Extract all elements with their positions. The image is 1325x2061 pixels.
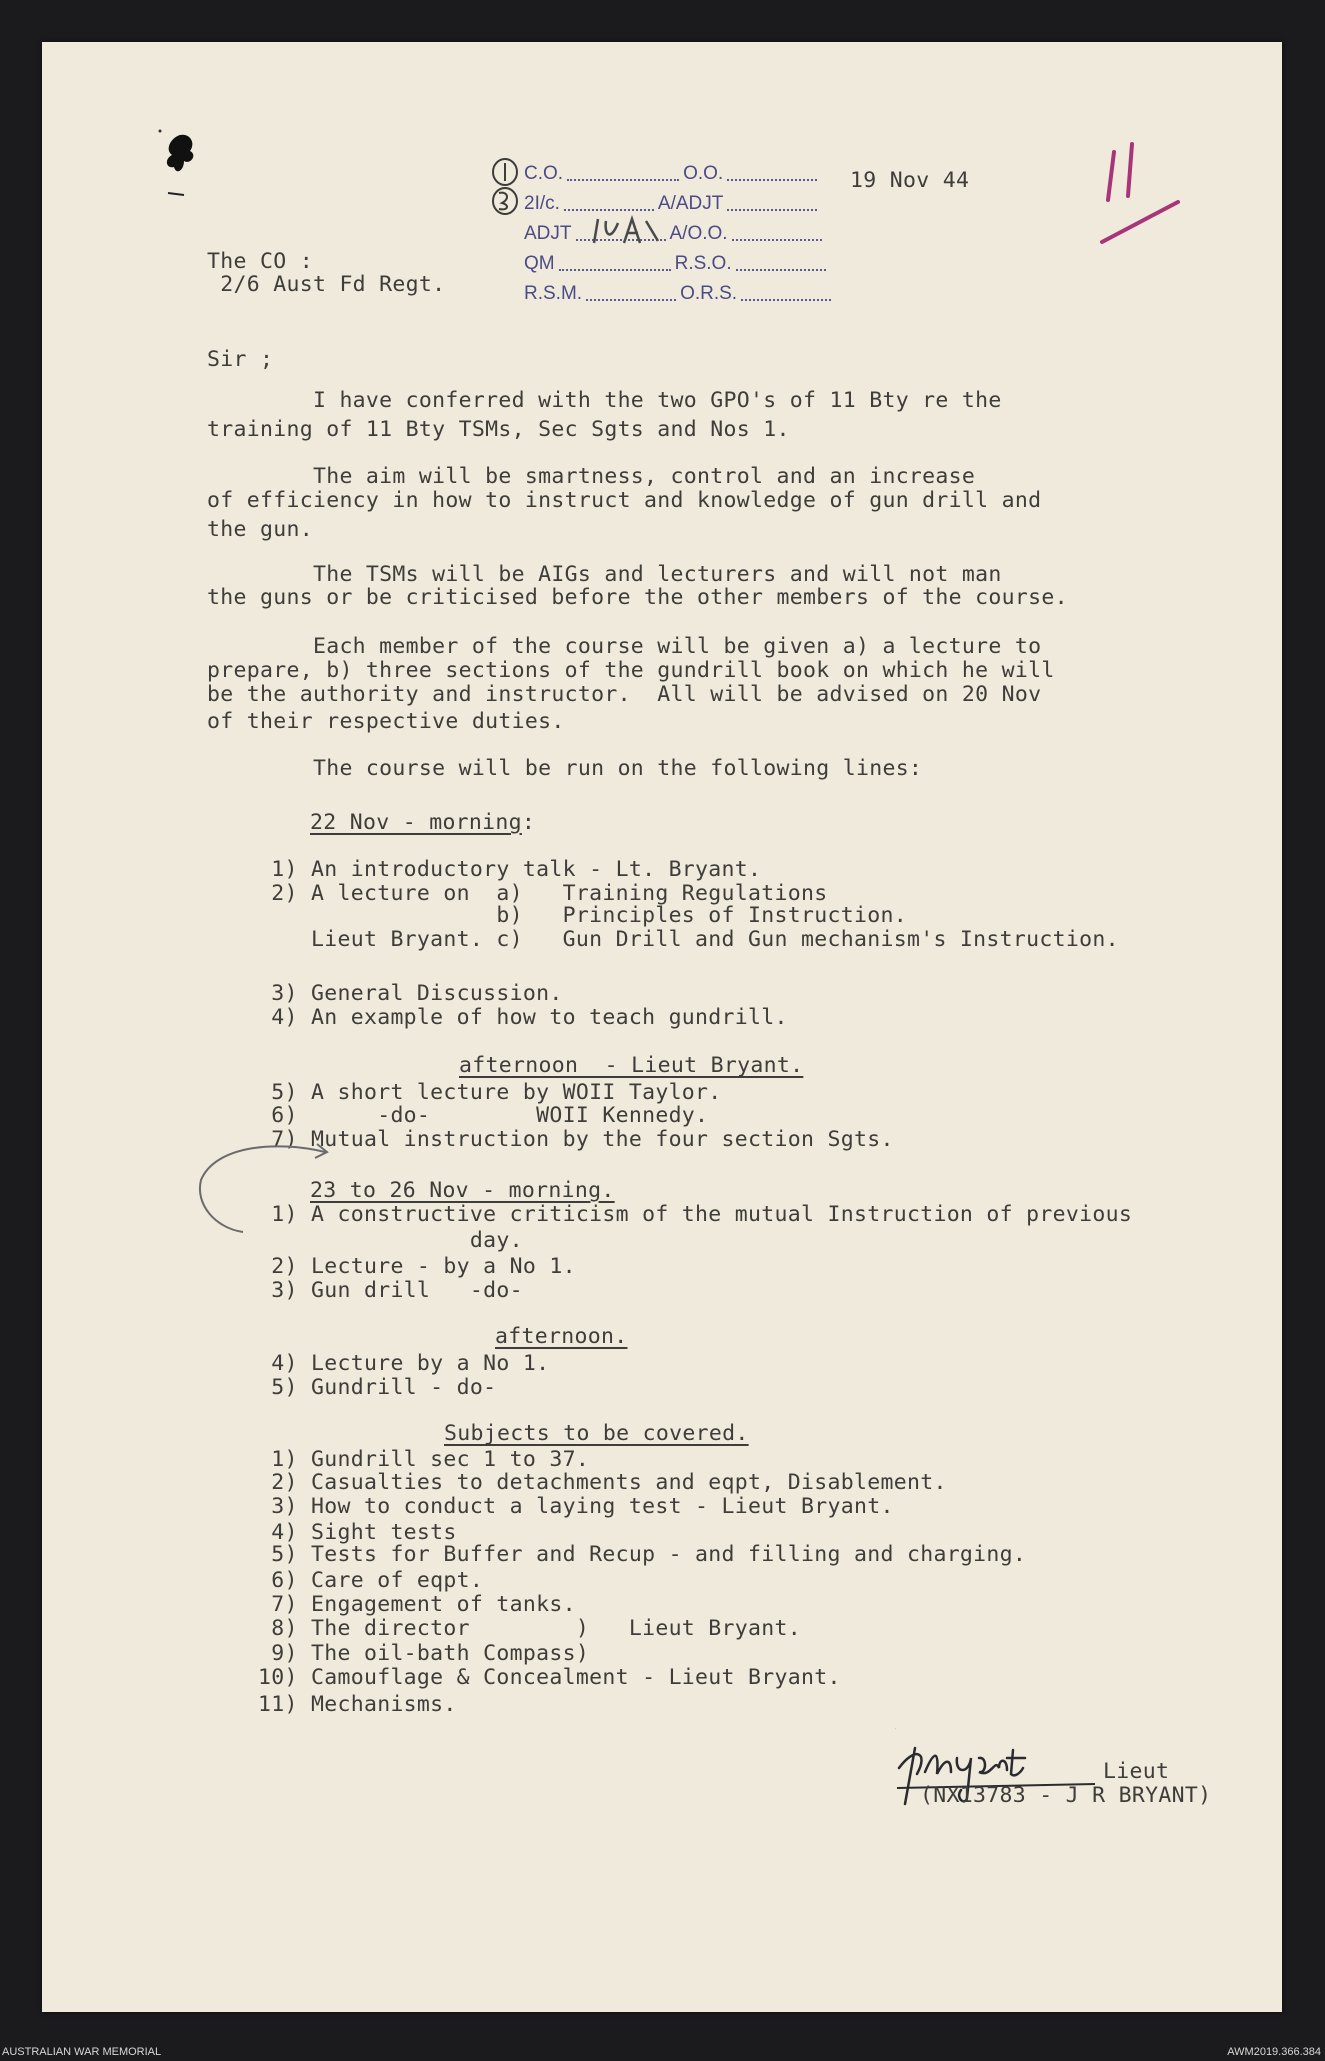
- body-line: training of 11 Bty TSMs, Sec Sgts and Nos 1.: [207, 417, 790, 442]
- list-line: 8) The director ) Lieut Bryant.: [258, 1616, 802, 1641]
- stamp-row: R.S.M. O.R.S.: [524, 283, 835, 305]
- body-line: of efficiency in how to instruct and knowledge of gun drill and: [207, 488, 1042, 513]
- section-heading: afternoon.: [495, 1324, 628, 1349]
- archive-reference: AWM2019.366.384: [1227, 2046, 1321, 2058]
- ink-blot-mark: [150, 125, 210, 205]
- archive-credit: AUSTRALIAN WAR MEMORIAL: [2, 2046, 162, 2058]
- list-line: 10) Camouflage & Concealment - Lieut Bryant.: [258, 1665, 841, 1690]
- section-heading: afternoon - Lieut Bryant.: [459, 1053, 804, 1078]
- stamp-circle-marks: [488, 155, 528, 225]
- list-line: 5) Gundrill - do-: [258, 1375, 497, 1400]
- stamp-handwritten-initials: [588, 213, 668, 249]
- section-heading: 22 Nov - morning: [310, 810, 522, 835]
- signature-text: J.R.: [895, 1728, 896, 1729]
- list-line: 6) Care of eqpt.: [258, 1568, 484, 1593]
- signatory-name: (NX13783 - J R BRYANT): [920, 1783, 1212, 1808]
- list-line: 2) Lecture - by a No 1.: [258, 1254, 576, 1279]
- body-line: of their respective duties.: [207, 709, 565, 734]
- list-line: 2) Casualties to detachments and eqpt, Disablement.: [258, 1470, 947, 1495]
- addressee-line: 2/6 Aust Fd Regt.: [207, 272, 446, 297]
- list-line: 3) Gun drill -do-: [258, 1278, 523, 1303]
- list-line: 6) -do- WOII Kennedy.: [258, 1103, 709, 1128]
- list-line: day.: [258, 1228, 523, 1253]
- list-line: 4) Sight tests: [258, 1520, 457, 1545]
- list-line: b) Principles of Instruction.: [258, 903, 907, 928]
- stamp-row: QM R.S.O.: [524, 253, 830, 275]
- folio-mark-drawing: [1100, 140, 1210, 250]
- list-line: 1) Gundrill sec 1 to 37.: [258, 1447, 590, 1472]
- list-line: 4) Lecture by a No 1.: [258, 1351, 550, 1376]
- list-line: 11) Mechanisms.: [258, 1692, 457, 1717]
- list-line: 4) An example of how to teach gundrill.: [258, 1005, 788, 1030]
- list-line: 5) A short lecture by WOII Taylor.: [258, 1080, 722, 1105]
- list-line: Lieut Bryant. c) Gun Drill and Gun mechanism's Instruction.: [258, 927, 1119, 952]
- salutation: Sir ;: [207, 347, 274, 372]
- body-line: prepare, b) three sections of the gundrill book on which he will: [207, 658, 1055, 683]
- body-line: The course will be run on the following lines:: [207, 756, 923, 781]
- stamp-row: ADJT A/O.O.: [524, 223, 826, 245]
- letter-date: 19 Nov 44: [850, 168, 970, 193]
- stamp-row: C.O. O.O.: [524, 163, 821, 185]
- body-line: be the authority and instructor. All will be advised on 20 Nov: [207, 682, 1042, 707]
- section-heading: Subjects to be covered.: [444, 1421, 749, 1446]
- addressee-line: The CO :: [207, 249, 313, 274]
- list-line: 3) General Discussion.: [258, 981, 563, 1006]
- list-line: 9) The oil-bath Compass): [258, 1641, 590, 1666]
- heading-colon: :: [521, 810, 536, 835]
- body-line: Each member of the course will be given a) a lecture to: [207, 634, 1042, 659]
- list-line: 3) How to conduct a laying test - Lieut Bryant.: [258, 1494, 894, 1519]
- body-line: the gun.: [207, 517, 313, 542]
- list-line: 1) A constructive criticism of the mutual Instruction of previous: [258, 1202, 1133, 1227]
- office-distribution-stamp: [488, 155, 798, 305]
- list-line: 7) Engagement of tanks.: [258, 1592, 576, 1617]
- body-line: The TSMs will be AIGs and lecturers and will not man: [207, 562, 1002, 587]
- folio-number: 11: [1100, 140, 1101, 141]
- list-line: 1) An introductory talk - Lt. Bryant.: [258, 857, 762, 882]
- list-line: 2) A lecture on a) Training Regulations: [258, 881, 828, 906]
- signatory-rank: Lieut: [1103, 1759, 1170, 1784]
- list-line: 7) Mutual instruction by the four section Sgts.: [258, 1127, 894, 1152]
- body-line: I have conferred with the two GPO's of 11 Bty re the: [207, 388, 1002, 413]
- body-line: The aim will be smartness, control and an increase: [207, 464, 976, 489]
- body-line: the guns or be criticised before the other members of the course.: [207, 585, 1068, 610]
- stamp-row: 2I/c. A/ADJT: [524, 193, 821, 215]
- list-line: 5) Tests for Buffer and Recup - and filling and charging.: [258, 1542, 1027, 1567]
- section-heading: 23 to 26 Nov - morning.: [310, 1178, 615, 1203]
